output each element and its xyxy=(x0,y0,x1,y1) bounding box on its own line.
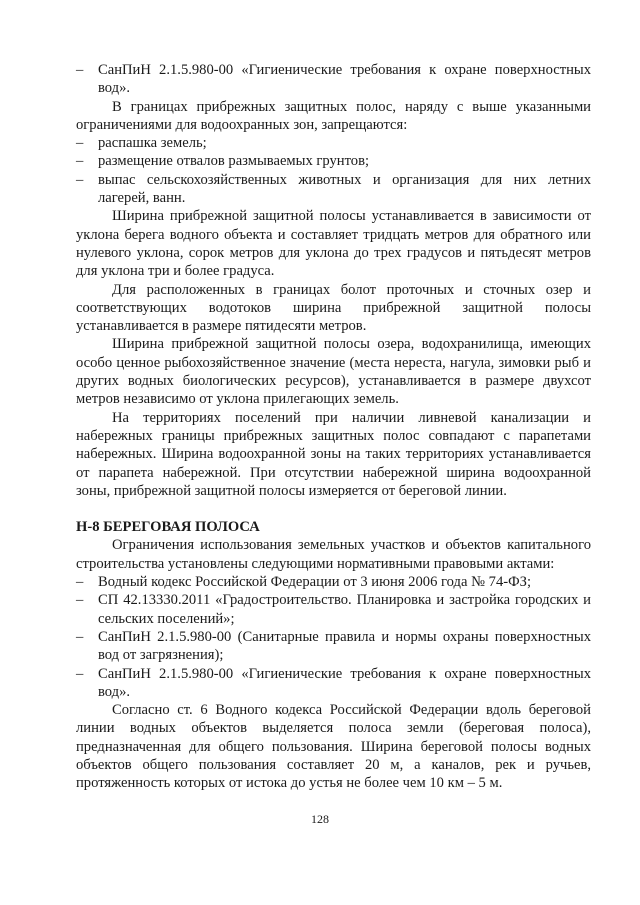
section-heading: Н-8 БЕРЕГОВАЯ ПОЛОСА xyxy=(76,519,260,536)
paragraph: На территориях поселений при наличии ливневой канализации и набережных границы прибрежных защитных полос совпадают с парапетами набережных. Ширина водоохранной зоны на таких территориях устанавливается от парапета набережной. При отсутствии набережной ширина водоохранной зоны, прибрежной защитной полосы измеряется от береговой линии. xyxy=(76,409,591,499)
list-item xyxy=(76,152,591,170)
paragraph: Ширина прибрежной защитной полосы устанавливается в зависимости от уклона берега водного объекта и составляет тридцать метров для обратного или нулевого уклона, сорок метров для уклона до трех градусов и пятьдесят метров для уклона три и более градуса. xyxy=(76,208,591,280)
list-item-text: СП 42.13330.2011 «Градостроительство. Планировка и застройка городских и сельских поселений»; xyxy=(98,592,591,627)
bullet-dash: – xyxy=(76,574,84,591)
paragraph: Согласно ст. 6 Водного кодекса Российской Федерации вдоль береговой линии водных объектов выделяется полоса земли (береговая полоса), предназначенная для общего пользования. Ширина береговой полосы водных объектов общего пользования составляет 20 м, а каналов, рек и ручьев, протяженность которых от истока до устья не более чем 10 км – 5 м. xyxy=(76,702,591,792)
list-item-text: распашка земель; xyxy=(98,135,207,152)
bullet-dash: – xyxy=(76,171,84,188)
bullet-dash: – xyxy=(76,592,84,609)
list-item-text: размещение отвалов размываемых грунтов; xyxy=(98,153,370,170)
list-item xyxy=(76,573,591,591)
document-page xyxy=(76,61,591,793)
bullet-dash: – xyxy=(76,628,84,645)
list-item xyxy=(76,171,591,208)
list-item-text: СанПиН 2.1.5.980-00 (Санитарные правила и нормы охраны поверхностных вод от загрязнения); xyxy=(98,628,591,664)
list-item xyxy=(76,628,591,665)
list-item xyxy=(76,134,591,152)
list-item-text: СанПиН 2.1.5.980-00 «Гигиенические требования к охране поверхностных вод». xyxy=(98,62,591,97)
list-item xyxy=(76,591,591,628)
section-spacer xyxy=(76,500,591,518)
bullet-dash: – xyxy=(76,62,84,78)
list-item-text: Водный кодекс Российской Федерации от 3 июня 2006 года № 74-ФЗ; xyxy=(98,574,531,591)
list-item xyxy=(76,61,591,98)
bullet-dash: – xyxy=(76,153,84,170)
paragraph: Для расположенных в границах болот проточных и сточных озер и соответствующих водотоков ширина прибрежной защитной полосы устанавливается в размере пятидесяти метров. xyxy=(76,281,591,335)
paragraph: Ширина прибрежной защитной полосы озера, водохранилища, имеющих особо ценное рыбохозяйственное значение (места нереста, нагула, зимовки рыб и других водных биологических ресурсов), устанавливается в размере двухсот метров независимо от уклона прилегающих земель. xyxy=(76,336,591,408)
paragraph: Ограничения использования земельных участков и объектов капитального строительства установлены следующими нормативными правовыми актами: xyxy=(76,537,591,572)
list-item xyxy=(76,665,591,702)
page-number: 128 xyxy=(311,812,329,826)
paragraph: В границах прибрежных защитных полос, наряду с выше указанными ограничениями для водоохранных зон, запрещаются: xyxy=(76,98,591,133)
list-item-text: выпас сельскохозяйственных животных и организация для них летних лагерей, ванн. xyxy=(98,171,591,207)
bullet-dash: – xyxy=(76,665,84,682)
list-item-text: СанПиН 2.1.5.980-00 «Гигиенические требования к охране поверхностных вод». xyxy=(98,665,591,700)
bullet-dash: – xyxy=(76,135,84,152)
